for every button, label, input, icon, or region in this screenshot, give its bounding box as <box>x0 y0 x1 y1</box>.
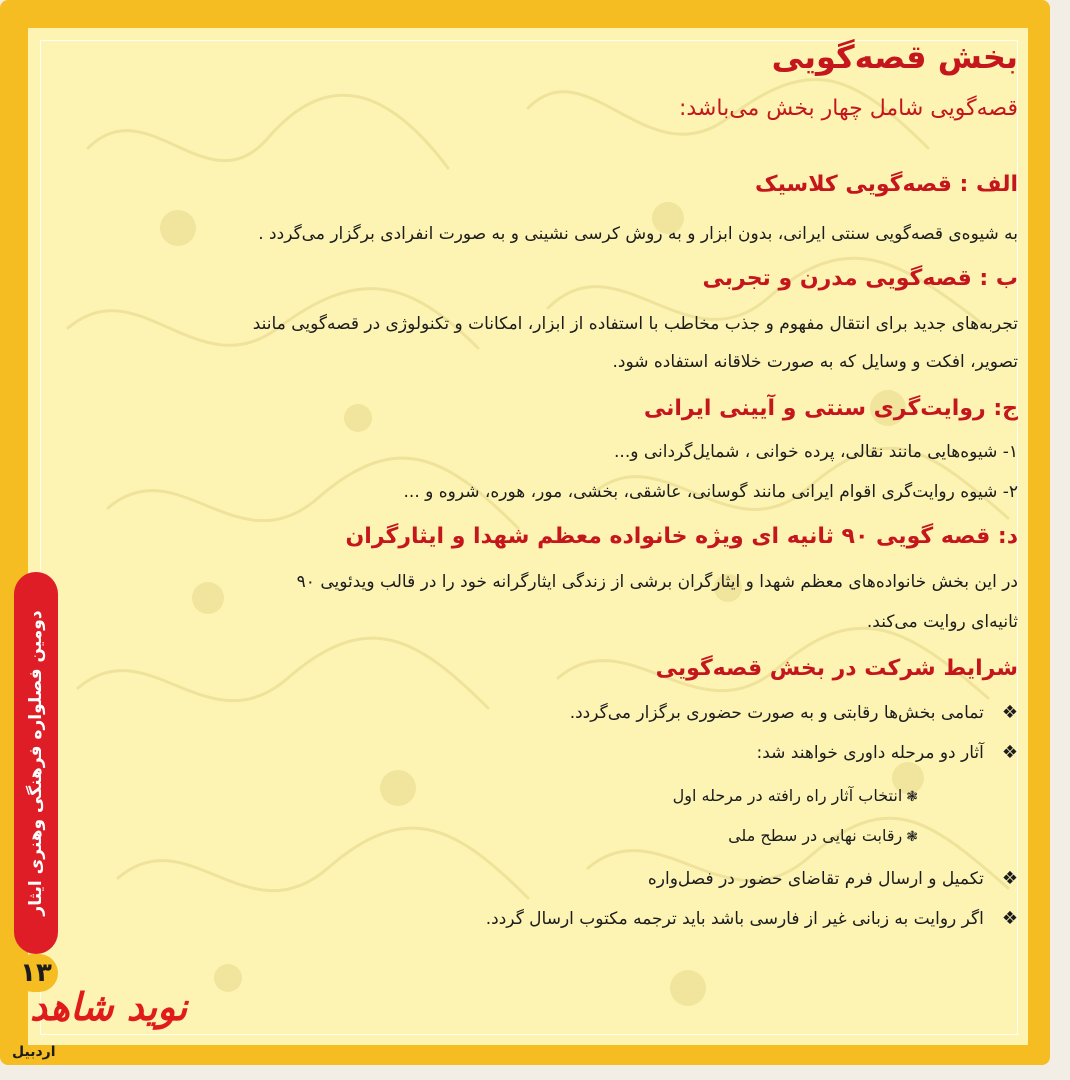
section-heading-d: د: قصه گویی ۹۰ ثانیه ای ویژه خانواده معظم شهدا و ایثارگران <box>345 524 1018 549</box>
watermark-logo: نوید شاهد <box>30 985 188 1029</box>
section-heading-c: ج: روایت‌گری سنتی و آیینی ایرانی <box>643 396 1018 421</box>
diamond-bullet-icon: ❖ <box>1001 742 1018 763</box>
star-bullet-icon: ❃ <box>906 789 918 805</box>
condition-subitem: ❃رقابت نهایی در سطح ملی <box>728 826 918 845</box>
watermark-logo-subtitle: اردبیل <box>12 1044 56 1060</box>
section-d-line-1: در این بخش خانواده‌های معظم شهدا و ایثارگران برشی از زندگی ایثارگرانه خود را در قالب ویدئویی ۹۰ <box>296 572 1018 592</box>
section-d-line-2: ثانیه‌ای روایت می‌کند. <box>866 612 1018 632</box>
condition-subitem: ❃انتخاب آثار راه رافته در مرحله اول <box>672 786 918 805</box>
section-heading-a: الف : قصه‌گویی کلاسیک <box>755 172 1018 197</box>
section-heading-b: ب : قصه‌گویی مدرن و تجربی <box>702 266 1018 291</box>
intro-text: قصه‌گویی شامل چهار بخش می‌باشد: <box>678 96 1018 121</box>
page-title: بخش قصه‌گویی <box>771 38 1018 76</box>
page-number: ۱۳ <box>14 954 58 992</box>
condition-item: ❖آثار دو مرحله داوری خواهند شد: <box>756 742 1018 763</box>
section-b-line-2: تصویر، افکت و وسایل که به صورت خلاقانه استفاده شود. <box>612 352 1018 372</box>
condition-item: ❖تمامی بخش‌ها رقابتی و به صورت حضوری برگزار می‌گردد. <box>569 702 1018 723</box>
diamond-bullet-icon: ❖ <box>1001 868 1018 889</box>
section-c-line-2: ۲- شیوه روایت‌گری اقوام ایرانی مانند گوسانی، عاشقی، بخشی، مور، هوره، شروه و ... <box>403 482 1018 502</box>
side-tab-label: دومین فصلواره فرهنگی وهنری ایثار <box>26 610 46 916</box>
condition-item: ❖تکمیل و ارسال فرم تقاضای حضور در فصل‌واره <box>647 868 1018 889</box>
condition-item: ❖اگر روایت به زبانی غیر از فارسی باشد باید ترجمه مکتوب ارسال گردد. <box>485 908 1018 929</box>
conditions-heading: شرایط شرکت در بخش قصه‌گویی <box>655 656 1018 681</box>
section-b-line-1: تجربه‌های جدید برای انتقال مفهوم و جذب مخاطب با استفاده از ابزار، امکانات و تکنولوژی در قصه‌گویی مانند <box>252 314 1018 334</box>
star-bullet-icon: ❃ <box>906 829 918 845</box>
section-a-line-1: به شیوه‌ی قصه‌گویی سنتی ایرانی، بدون ابزار و به روش کرسی نشینی و به صورت انفرادی برگزار می‌گردد . <box>258 224 1018 244</box>
section-c-line-1: ۱- شیوه‌هایی مانند نقالی، پرده خوانی ، شمایل‌گردانی و... <box>614 442 1018 462</box>
diamond-bullet-icon: ❖ <box>1001 908 1018 929</box>
diamond-bullet-icon: ❖ <box>1001 702 1018 723</box>
